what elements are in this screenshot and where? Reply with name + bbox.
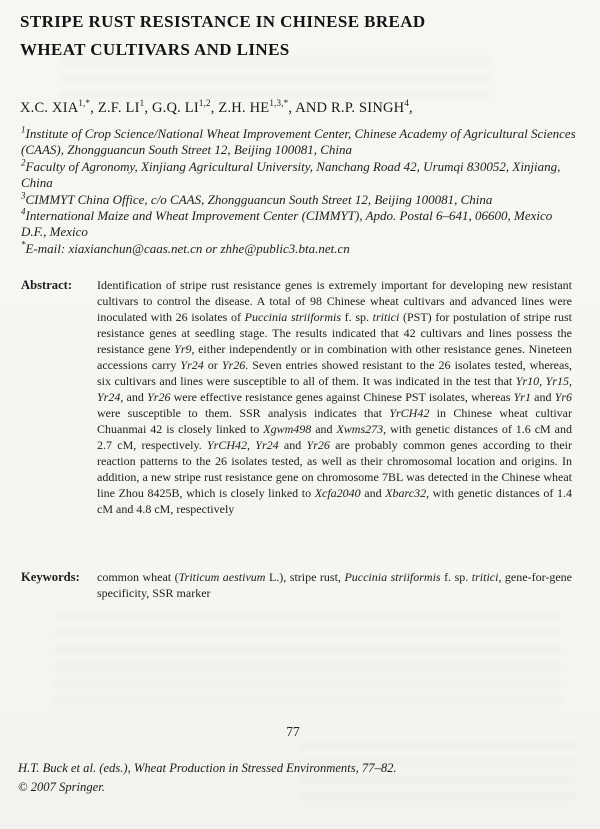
scan-bleedthrough bbox=[60, 58, 490, 104]
abstract-section bbox=[21, 277, 572, 517]
authors-line: X.C. $XIA^{1,*}$, Z.F. $LI^1$, G.Q. LI$^{1,2}$, Z.H. $HE^{1,3,*}$, AND R.P. SINGH$^4$, bbox=[20, 98, 413, 116]
paper-title bbox=[20, 8, 480, 64]
keywords-body: common wheat (Triticum aestivum L.), stripe rust, Puccinia striiformis f. sp. tritici, gene-for-gene specificity, SSR marker bbox=[97, 570, 572, 600]
title-line-2: WHEAT CULTIVARS AND LINES bbox=[20, 40, 290, 59]
keywords-label: Keywords: bbox=[21, 570, 80, 584]
page-number: 77 bbox=[286, 724, 300, 739]
affiliation-line-2: $^2$Faculty of Agronomy, Xinjiang Agricultural University, Nanchang Road 42, Urumqi 830052, Xinjiang, China bbox=[21, 157, 561, 191]
affiliations bbox=[21, 126, 578, 257]
affiliation-line-1: $^1$Institute of Crop Science/National Wheat Improvement Center, Chinese Academy of Agricultural Sciences (CAAS), Zhongguancun South Street 12, Beijing 100081, China bbox=[21, 124, 576, 158]
abstract-label: Abstract: bbox=[21, 278, 73, 292]
affiliation-line-4: $^4$International Maize and Wheat Improvement Center (CIMMYT), Apdo. Postal 6–641, 06600, Mexico D.F., Mexico bbox=[21, 206, 553, 240]
citation-footer bbox=[18, 759, 578, 797]
scan-bleedthrough bbox=[55, 612, 560, 704]
citation-line: H.T. Buck et al. (eds.), Wheat Production in Stressed Environments, 77–82. bbox=[18, 761, 397, 775]
title-line-1: STRIPE RUST RESISTANCE IN CHINESE BREAD bbox=[20, 12, 426, 31]
keywords-section bbox=[21, 569, 572, 601]
copyright-line: © 2007 Springer. bbox=[18, 780, 105, 794]
affiliation-line-3: $^3$CIMMYT China Office, c/o CAAS, Zhongguancun South Street 12, Beijing 100081, China bbox=[21, 190, 493, 207]
email-line: *E-mail: xiaxianchun@caas.net.cn or zhhe@public3.bta.net.cn bbox=[21, 239, 350, 256]
abstract-body: Identification of stripe rust resistance genes is extremely important for developing new resistant cultivars to control the disease. A total of 98 Chinese wheat cultivars and advanced lines were inoculated with 26 isolates of Puccinia striiformis f. sp. tritici (PST) for postulation of stripe rust resistance genes at seedling stage. The results indicated that 42 cultivars and lines possess the resistance gene Yr9, either independently or in combination with other resistance genes. Nineteen accessions carry Yr24 or Yr26. Seven entries showed resistant to the 26 isolates tested, whereas, six cultivars and lines were susceptible to all of them. It was indicated in the test that Yr10, Yr15, Yr24, and Yr26 were effective resistance genes against Chinese PST isolates, whereas Yr1 and Yr6 were susceptible to them. SSR analysis indicates that YrCH42 in Chinese wheat cultivar Chuanmai 42 is closely linked to Xgwm498 and Xwms273, with genetic distances of 1.6 cM and 2.7 cM, respectively. YrCH42, Yr24 and Yr26 are probably common genes according to their reaction patterns to the 26 isolates tested, as well as their chromosomal location and origins. In addition, a new stripe rust resistance gene on chromosome 7BL was detected in the Chinese wheat line Zhou 8425B, which is closely linked to Xcfa2040 and Xbarc32, with genetic distances of 1.4 cM and 4.8 cM, respectively bbox=[97, 278, 573, 516]
